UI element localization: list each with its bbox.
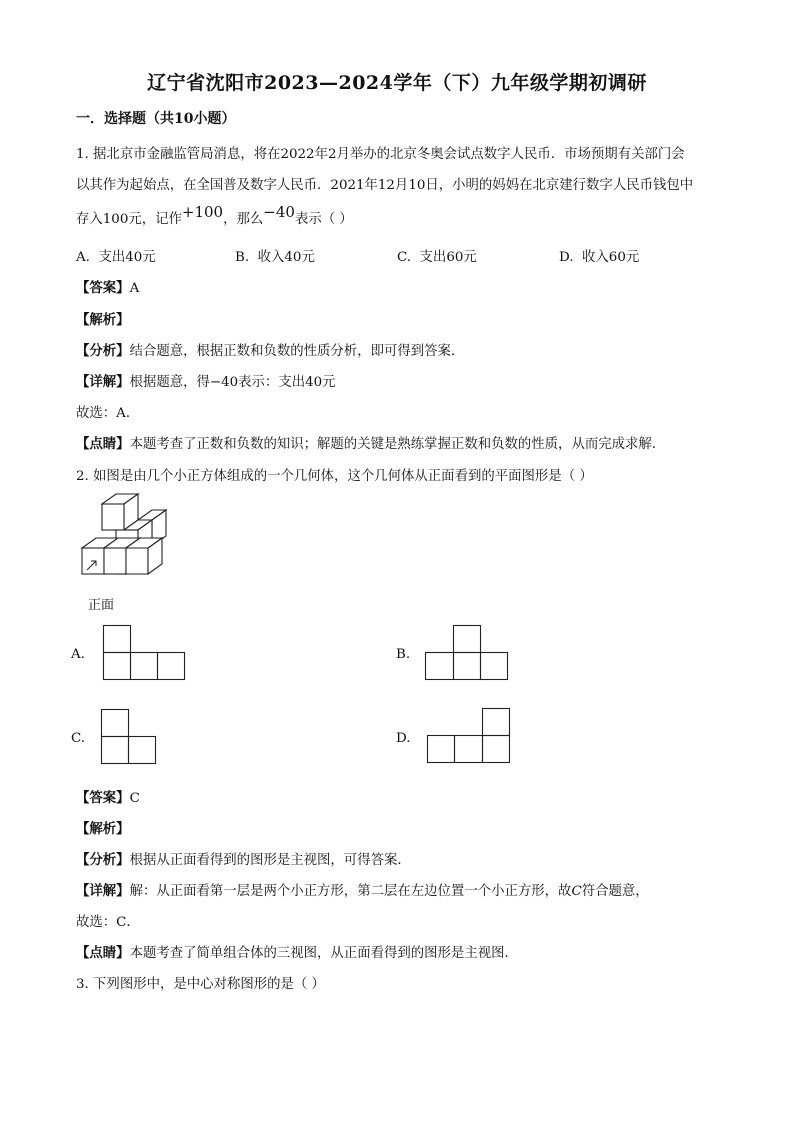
q1-stem-line2: 以其作为起始点，在全国普及数字人民币．2021年12月10日，小明的妈妈在北京建行数字人民币钱包中 [76,178,694,193]
q1-stem-line3 [76,203,353,227]
q2-option-b-label: B. [396,647,411,662]
q1-analysis-heading: 【解析】 [76,312,130,328]
q1-minus-40: −40 [263,203,295,221]
q1-dianjing: 【点睛】本题考查了正数和负数的知识；解题的关键是熟练掌握正数和负数的性质，从而完成求解． [76,436,666,452]
q3-stem: 3. 下列图形中，是中心对称图形的是（ ） [76,977,325,992]
q2-option-a-figure [103,625,189,683]
front-label: 正面 [88,598,115,613]
q2-option-d-label: D. [396,731,411,746]
q2-answer: 【答案】C [76,790,140,806]
cube-solid-figure [78,494,168,594]
q2-option-b-figure [425,625,511,683]
q2-analysis-heading: 【解析】 [76,821,130,837]
q1-text: 表示（ ） [294,212,353,227]
page-title: 辽宁省沈阳市2023—2024学年（下）九年级学期初调研 [147,72,647,94]
q1-guxuan: 故选：A． [76,406,140,421]
q2-dianjing: 【点睛】本题考查了简单组合体的三视图，从正面看得到的图形是主视图． [76,945,518,961]
q2-fenxi: 【分析】根据从正面看得到的图形是主视图，可得答案． [76,852,411,868]
q2-stem: 2. 如图是由几个小正方体组成的一个几何体，这个几何体从正面看到的平面图形是（ ） [76,469,593,484]
q2-xiangjie: 【详解】解：从正面看第一层是两个小正方形，第二层在左边位置一个小正方形，故C符合题意， [76,883,649,899]
q1-plus-100: +100 [181,203,224,221]
q2-option-c-figure [101,709,161,767]
q2-option-a-label: A. [71,647,85,662]
q1-xiangjie: 【详解】根据题意，得−40表示：支出40元 [76,374,336,390]
q1-text: ，那么 [223,212,264,227]
section-heading: 一．选择题（共10小题） [76,111,236,127]
q2-option-c-label: C. [71,731,86,746]
q1-stem-line1: 1. 据北京市金融监管局消息，将在2022年2月举办的北京冬奥会试点数字人民币．市场预期有关部门会 [76,147,685,162]
q1-answer: 【答案】A [76,280,140,296]
q1-option-a: A. 支出40元 [76,250,156,265]
q2-guxuan: 故选：C． [76,915,140,930]
q1-option-c: C. 支出60元 [397,250,477,265]
q1-fenxi: 【分析】结合题意，根据正数和负数的性质分析，即可得到答案． [76,343,465,359]
q1-text: 存入100元，记作 [76,212,182,227]
q1-option-d: D. 收入60元 [559,250,640,265]
q1-option-b: B. 收入40元 [235,250,315,265]
q2-option-d-figure [427,708,513,766]
